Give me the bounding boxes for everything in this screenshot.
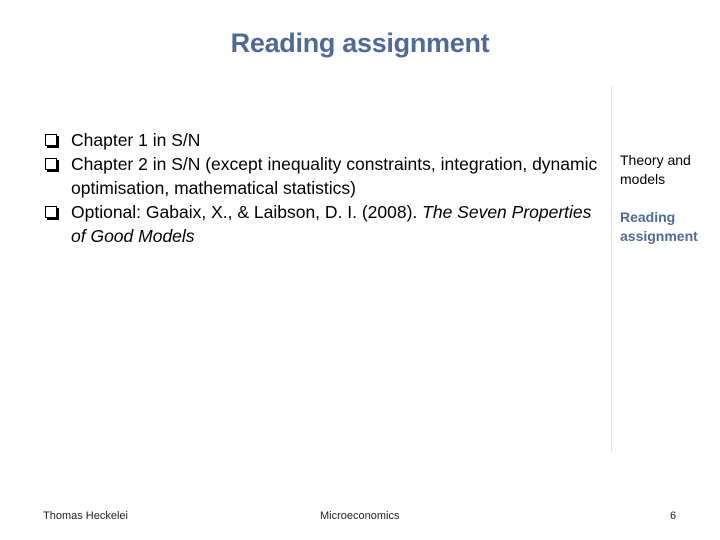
footer-course: Microeconomics xyxy=(320,510,400,522)
sidenav-item-theory-and-models[interactable]: Theory and models xyxy=(620,152,691,187)
footer-author: Thomas Heckelei xyxy=(43,510,128,522)
list-item xyxy=(44,200,604,248)
bullet-list xyxy=(44,128,604,248)
list-item xyxy=(44,152,604,200)
checkbox-icon xyxy=(45,158,57,170)
bullet-text-prefix: Optional: Gabaix, X., & Laibson, D. I. (2008). xyxy=(71,202,423,222)
footer-page-number: 6 xyxy=(670,510,677,522)
section-nav xyxy=(620,151,716,265)
list-item xyxy=(44,128,604,152)
checkbox-icon xyxy=(45,206,57,218)
sidebar-divider xyxy=(611,86,612,452)
sidenav-item-reading-assignment[interactable]: Reading assignment xyxy=(620,209,698,244)
checkbox-icon xyxy=(45,134,57,146)
bullet-text: Chapter 2 in S/N (except inequality constraints, integration, dynamic optimisation, mathematical statistics) xyxy=(71,154,598,198)
slide-title: Reading assignment xyxy=(230,28,490,58)
bullet-text-italic-title: The Seven Properties of Good Models xyxy=(71,202,592,246)
bullet-text: Chapter 1 in S/N xyxy=(71,130,201,150)
